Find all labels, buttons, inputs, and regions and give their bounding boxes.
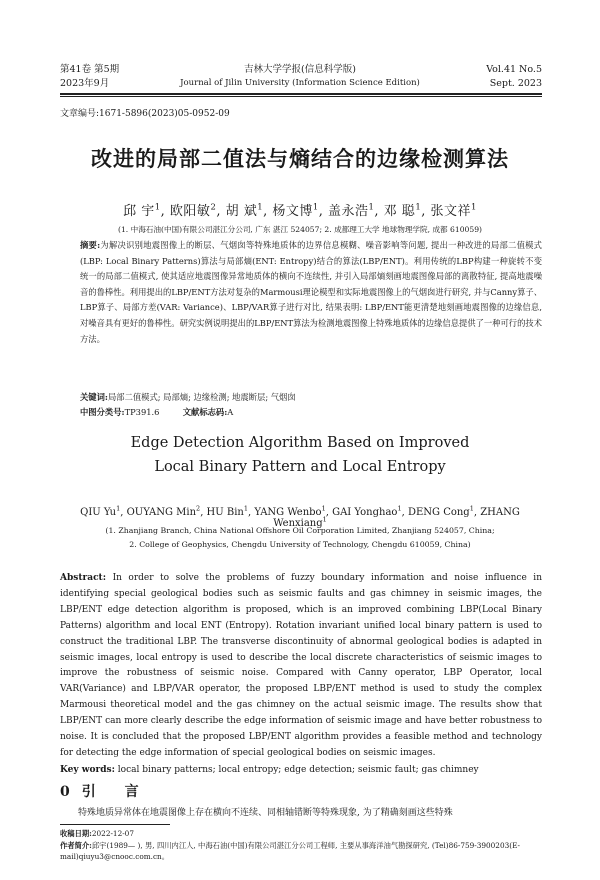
journal-date-cn: 2023年9月 (60, 78, 110, 89)
affiliation-en-line: 2. College of Geophysics, Chengdu University of Technology, Chengdu 610059, China) (129, 540, 471, 549)
author-cn: 胡 斌$^1$ (225, 201, 264, 219)
keywords-cn (80, 390, 542, 404)
author-cn: 张文祥$^1$ (430, 201, 477, 219)
abstract-en-label: Abstract: (60, 573, 107, 583)
footnote-received: 收稿日期:2022-12-07 (60, 829, 134, 838)
header-rule-top (60, 93, 542, 95)
paper-title-en-line: Local Binary Pattern and Local Entropy (154, 459, 446, 475)
footnote-author-bio: 作者简介:邱宇(1989— ), 男, 四川内江人, 中海石油(中国)有限公司湛江分公司工程师, 主要从事海洋油气勘探研究, (Tel)86-759-3900203(E-mail)qiuyu3@cnooc.com.cn。 (60, 840, 520, 861)
section-number: 0 (60, 784, 82, 800)
journal-volume-issue: 第41卷 第5期 (60, 64, 120, 75)
author-en: HU Bin$^1$ (206, 504, 249, 518)
abstract-cn-label: 摘要: (80, 240, 101, 250)
affiliation-cn: (1. 中海石油(中国)有限公司湛江分公司, 广东 湛江 524057; 2. 成都理工大学 地球物理学院, 成都 610059) (117, 225, 483, 234)
author-en: QIU Yu$^1$ (80, 504, 121, 518)
keywords-en-label: Key words: (60, 765, 115, 775)
affiliation-en (60, 524, 540, 552)
author-cn: 盖永浩$^1$ (328, 201, 375, 219)
abstract-en-text: In order to solve the problems of fuzzy boundary information and noise influence in identifying special geological bodies such as seismic faults and gas chimney in seismic images, the LBP/ENT edge detection algorithm is proposed, which is an improved combining LBP(Local Binary Patterns) algorithm and local ENT (Entropy). Rotation invariant unified local binary pattern is used to construct the traditional LBP. The transverse discontinuity of abnormal geological bodies is adapted in seismic images, local entropy is used to describe the local discrete characteristics of seismic images to improve the robustness of seismic noise. Compared with Canny operator, LBP Operator, local VAR(Variance) and LBP/VAR operator, the proposed LBP/ENT method is used to study the complex Marmousi theoretical model and the gas chimney on the actual seismic image. The results show that LBP/ENT can more clearly describe the edge information of seismic image and have better robustness to noise. It is concluded that the proposed LBP/ENT algorithm provides a feasible method and technology for detecting the edge information of special geological bodies on seismic images. (60, 573, 542, 758)
author-list-cn: 邱 宇$^1$, 欧阳敏$^2$, 胡 斌$^1$, 杨文博$^1$, 盖永浩$^1$, 邓 聪$^1$, 张文祥$^1$ (123, 201, 477, 219)
clc-number: TP391.6 (124, 407, 160, 417)
intro-paragraph: 特殊地质异常体在地震图像上存在横向不连续、同相轴错断等特殊现象, 为了精确刻画这些特殊 (78, 808, 453, 818)
footnote (60, 828, 542, 863)
clc-label: 中图分类号: (80, 407, 125, 417)
author-en: GAI Yonghao$^1$ (332, 504, 402, 518)
paper-title-cn: 改进的局部二值法与熵结合的边缘检测算法 (91, 146, 509, 171)
footnote-rule (60, 824, 170, 825)
author-cn: 邱 宇$^1$ (123, 201, 161, 219)
author-cn: 杨文博$^1$ (272, 201, 319, 219)
author-en: DENG Cong$^1$ (407, 504, 474, 518)
section-title: 引 言 (81, 784, 151, 800)
author-cn: 欧阳敏$^2$ (169, 201, 217, 219)
journal-date-en: Sept. 2023 (489, 78, 542, 89)
abstract-en (60, 571, 542, 762)
abstract-cn-text: 为解决识别地震图像上的断层、气烟囱等特殊地质体的边界信息模糊、噪音影响等问题, 提出一种改进的局部二值模式(LBP: Local Binary Patterns)算法与局部熵(ENT: Entropy)结合的算法(LBP/ENT)。利用传统的LBP构建一种旋转不变统一的局部二值模式, 使其适应地震图像异常地质体的横向不连续性, 并引入局部熵刻画地震图像局部的离散特征, 提高地震噪音的鲁棒性。利用提出的LBP/ENT方法对复杂的Marmousi理论模型和实际地震图像上的气烟囱进行研究, 并与Canny算子、LBP算子、局部方差(VAR: Variance)、LBP/VAR算子进行对比, 结果表明: LBP/ENT能更清楚地刻画地震图像的边缘信息, 对噪音具有更好的鲁棒性。研究实例说明提出的LBP/ENT算法为检测地震图像上特殊地质体的边缘信息提供了一种可行的技术方法。 (80, 240, 542, 344)
journal-name-cn: 吉林大学学报(信息科学版) (244, 64, 356, 75)
doc-code: A (227, 407, 234, 417)
journal-volume-en: Vol.41 No.5 (486, 64, 542, 75)
keywords-cn-label: 关键词: (80, 392, 108, 402)
author-en: ZHANG Wenxiang$^1$ (273, 507, 520, 529)
doc-code-label: 文献标志码: (182, 407, 228, 417)
article-number: 文章编号:1671-5896(2023)05-0952-09 (60, 109, 230, 119)
author-list-en: QIU Yu$^1$, OUYANG Min$^2$, HU Bin$^1$, YANG Wenbo$^1$, GAI Yonghao$^1$, DENG Cong$^1$, ZHANG Wenxiang$^1$ (80, 504, 520, 529)
journal-name-en: Journal of Jilin University (Information Science Edition) (180, 78, 420, 88)
classification-cn (80, 405, 542, 419)
author-en: OUYANG Min$^2$ (126, 504, 201, 518)
author-cn: 邓 聪$^1$ (383, 201, 422, 219)
paper-title-en (60, 431, 540, 479)
keywords-en (60, 763, 542, 777)
header-rule-bottom (60, 96, 542, 97)
keywords-en-text: local binary patterns; local entropy; edge detection; seismic fault; gas chimney (117, 765, 479, 775)
abstract-cn (80, 238, 542, 347)
affiliation-en-line: (1. Zhanjiang Branch, China National Offshore Oil Corporation Limited, Zhanjiang 524057, China; (105, 526, 495, 535)
section-heading (60, 781, 151, 801)
paper-title-en-line: Edge Detection Algorithm Based on Improved (130, 435, 470, 451)
author-en: YANG Wenbo$^1$ (254, 504, 326, 518)
keywords-cn-text: 局部二值模式; 局部熵; 边缘检测; 地震断层; 气烟囱 (107, 392, 296, 402)
